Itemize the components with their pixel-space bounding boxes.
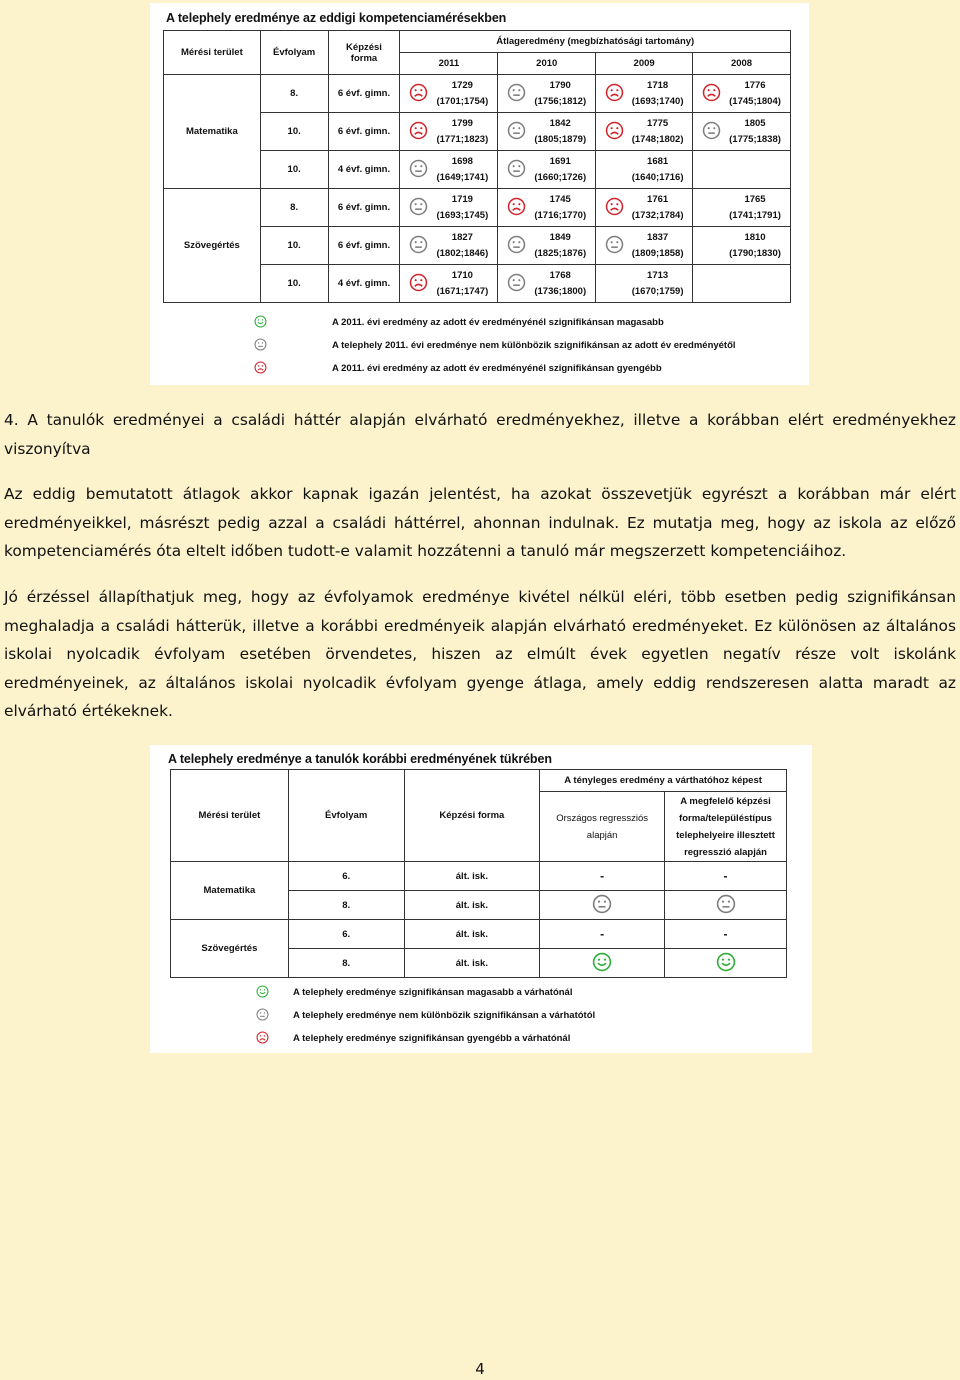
t1-form: 6 évf. gimn. bbox=[328, 189, 400, 227]
t1-form: 6 évf. gimn. bbox=[328, 113, 400, 151]
t1-grade: 10. bbox=[260, 151, 328, 189]
sad-face-icon bbox=[605, 197, 624, 219]
sad-face-icon bbox=[507, 197, 526, 219]
t1-score-cell bbox=[693, 113, 791, 151]
t1-score-value: 1710 bbox=[451, 269, 473, 281]
t1-score bbox=[534, 78, 586, 110]
t1-score-cell bbox=[498, 189, 596, 227]
t1-score-value: 1713 bbox=[647, 269, 669, 281]
t2-result-dash: - bbox=[723, 869, 728, 883]
sad-face-icon bbox=[605, 121, 624, 143]
t1-score-cell bbox=[400, 113, 498, 151]
neutral-face-icon bbox=[592, 894, 612, 917]
t1-score-value: 1745 bbox=[549, 193, 571, 205]
t2-grade: 8. bbox=[288, 949, 404, 978]
t1-score-range: (1771;1823) bbox=[436, 133, 489, 145]
neutral-face-icon bbox=[507, 273, 526, 295]
t1-score bbox=[729, 192, 781, 224]
t1-score-range: (1649;1741) bbox=[436, 171, 489, 183]
t2-result-cell bbox=[665, 891, 787, 920]
t1-score-range: (1748;1802) bbox=[631, 133, 684, 145]
neutral-face-icon bbox=[254, 338, 267, 354]
heading-text: 4. A tanulók eredményei a családi háttér alapján elvárható eredményekhez, illetve a korábban elért eredményekhez viszonyítva bbox=[4, 411, 956, 458]
t1-score-value: 1837 bbox=[647, 231, 669, 243]
sad-face-icon bbox=[254, 361, 267, 377]
t1-score-cell bbox=[498, 151, 596, 189]
t1-score bbox=[632, 268, 684, 300]
t1-score-range: (1809;1858) bbox=[631, 247, 684, 259]
t1-score-cell bbox=[693, 265, 791, 303]
t1-score-cell bbox=[400, 75, 498, 113]
t1-score-range: (1693;1745) bbox=[436, 209, 489, 221]
t1-score-cell bbox=[693, 227, 791, 265]
t1-score-cell bbox=[596, 227, 693, 265]
t1-row bbox=[164, 75, 791, 113]
table2 bbox=[170, 769, 787, 978]
t2-result-cell bbox=[540, 949, 665, 978]
t1-score bbox=[632, 116, 684, 148]
t2-row bbox=[171, 920, 787, 949]
t2-row bbox=[171, 862, 787, 891]
paragraph-1-text: Az eddig bemutatott átlagok akkor kapnak igazán jelentést, ha azokat összevetjük egyrészt a korábban már elért eredményeikkel, másrészt pedig azzal a családi háttérrel, ahonnan indulnak. Ez mutatja meg, hogy az iskola az előző kompetenciamérés óta eltelt időben tudott-e valamit hozzátenni a tanuló már megszerzett kompetenciáihoz. bbox=[4, 485, 956, 561]
t1-score-cell bbox=[596, 75, 693, 113]
t1-score-value: 1827 bbox=[451, 231, 473, 243]
t1-score-cell bbox=[400, 189, 498, 227]
t1-score-value: 1691 bbox=[549, 155, 571, 167]
t2-result-cell bbox=[665, 949, 787, 978]
table1-panel bbox=[150, 3, 809, 385]
t1-header-training: Képzési forma bbox=[328, 31, 400, 75]
t1-score bbox=[534, 116, 586, 148]
t1-score-range: (1805;1879) bbox=[534, 133, 587, 145]
t2-header-grade: Évfolyam bbox=[288, 770, 404, 862]
page-number: 4 bbox=[475, 1360, 485, 1378]
happy-face-icon bbox=[592, 952, 612, 975]
t1-header-area: Mérési terület bbox=[164, 31, 261, 75]
t1-score-value: 1718 bbox=[647, 79, 669, 91]
t1-score bbox=[436, 192, 488, 224]
t1-grade: 10. bbox=[260, 113, 328, 151]
table1-legend bbox=[250, 315, 790, 385]
t1-score bbox=[632, 78, 684, 110]
legend-text: A 2011. évi eredmény az adott év eredményénél szignifikánsan magasabb bbox=[332, 317, 664, 328]
t1-grade: 8. bbox=[260, 189, 328, 227]
t1-score bbox=[436, 268, 488, 300]
t1-form: 4 évf. gimn. bbox=[328, 265, 400, 303]
t2-grade: 6. bbox=[288, 862, 404, 891]
t2-area: Matematika bbox=[171, 862, 289, 920]
t1-score-range: (1670;1759) bbox=[631, 285, 684, 297]
t1-score-range: (1732;1784) bbox=[631, 209, 684, 221]
legend-text: A telephely eredménye nem különbözik szignifikánsan a várhatótól bbox=[293, 1010, 596, 1021]
sad-face-icon bbox=[409, 121, 428, 143]
neutral-face-icon bbox=[256, 1008, 269, 1024]
t1-score bbox=[632, 154, 684, 186]
t2-header-local: A megfelelő képzési forma/településtípus telephelyeire illesztett regresszió alapján bbox=[665, 792, 787, 862]
t1-score-value: 1776 bbox=[744, 79, 766, 91]
t1-year-2009: 2009 bbox=[596, 53, 693, 75]
t1-grade: 10. bbox=[260, 265, 328, 303]
t1-score-range: (1736;1800) bbox=[534, 285, 587, 297]
table1-title: A telephely eredménye az eddigi kompetenciamérésekben bbox=[166, 11, 507, 25]
t2-area: Szövegértés bbox=[171, 920, 289, 978]
t1-score bbox=[729, 230, 781, 262]
t1-form: 6 évf. gimn. bbox=[328, 227, 400, 265]
t1-header-avg: Átlageredmény (megbízhatósági tartomány) bbox=[400, 31, 791, 53]
t1-year-2010: 2010 bbox=[498, 53, 596, 75]
legend-text: A 2011. évi eredmény az adott év eredményénél szignifikánsan gyengébb bbox=[332, 363, 662, 374]
t1-score-range: (1825;1876) bbox=[534, 247, 587, 259]
t1-score-value: 1805 bbox=[744, 117, 766, 129]
t1-score-range: (1660;1726) bbox=[534, 171, 587, 183]
t1-score bbox=[729, 116, 781, 148]
t2-form: ált. isk. bbox=[404, 862, 540, 891]
t1-score-value: 1842 bbox=[549, 117, 571, 129]
neutral-face-icon bbox=[507, 121, 526, 143]
t1-score-cell bbox=[596, 113, 693, 151]
t2-header-group: A tényleges eredmény a várthatóhoz képest bbox=[540, 770, 787, 792]
t1-score-range: (1716;1770) bbox=[534, 209, 587, 221]
t2-result-dash: - bbox=[723, 927, 728, 941]
t2-header-area: Mérési terület bbox=[171, 770, 289, 862]
sad-face-icon bbox=[256, 1031, 269, 1047]
t1-score-cell bbox=[596, 265, 693, 303]
t1-score bbox=[534, 154, 586, 186]
neutral-face-icon bbox=[409, 235, 428, 257]
t1-area: Matematika bbox=[164, 75, 261, 189]
t2-header-training: Képzési forma bbox=[404, 770, 540, 862]
table2-legend bbox=[250, 985, 790, 1049]
legend-text: A telephely 2011. évi eredménye nem különbözik szignifikánsan az adott év eredményétől bbox=[332, 340, 736, 351]
t1-score-value: 1810 bbox=[744, 231, 766, 243]
legend-text: A telephely eredménye szignifikánsan magasabb a várhatónál bbox=[293, 987, 573, 998]
sad-face-icon bbox=[409, 83, 428, 105]
t1-score-cell bbox=[693, 151, 791, 189]
t1-score-cell bbox=[596, 189, 693, 227]
t1-score bbox=[436, 78, 488, 110]
t1-score-cell bbox=[693, 189, 791, 227]
t1-grade: 8. bbox=[260, 75, 328, 113]
paragraph-2 bbox=[4, 583, 956, 726]
sad-face-icon bbox=[605, 83, 624, 105]
t1-score-range: (1671;1747) bbox=[436, 285, 489, 297]
t1-year-2011: 2011 bbox=[400, 53, 498, 75]
section-heading bbox=[4, 406, 956, 463]
t1-score-value: 1719 bbox=[451, 193, 473, 205]
neutral-face-icon bbox=[507, 83, 526, 105]
t2-form: ált. isk. bbox=[404, 949, 540, 978]
t1-score-cell bbox=[400, 227, 498, 265]
t2-grade: 8. bbox=[288, 891, 404, 920]
t2-form: ált. isk. bbox=[404, 920, 540, 949]
t1-score-range: (1756;1812) bbox=[534, 95, 587, 107]
t1-score bbox=[436, 230, 488, 262]
t1-year-2008: 2008 bbox=[693, 53, 791, 75]
t1-score-range: (1790;1830) bbox=[729, 247, 781, 259]
neutral-face-icon bbox=[716, 894, 736, 917]
neutral-face-icon bbox=[702, 121, 721, 143]
t1-score bbox=[534, 230, 586, 262]
t1-score-value: 1761 bbox=[647, 193, 669, 205]
t2-result-cell bbox=[540, 891, 665, 920]
t2-result-cell bbox=[665, 862, 787, 891]
t1-score-range: (1693;1740) bbox=[631, 95, 684, 107]
t1-score bbox=[436, 116, 488, 148]
neutral-face-icon bbox=[409, 197, 428, 219]
t1-score-range: (1640;1716) bbox=[631, 171, 684, 183]
happy-face-icon bbox=[256, 985, 269, 1001]
table2-panel bbox=[150, 745, 812, 1053]
t1-form: 4 évf. gimn. bbox=[328, 151, 400, 189]
table2-title: A telephely eredménye a tanulók korábbi eredményének tükrében bbox=[168, 752, 552, 766]
sad-face-icon bbox=[409, 273, 428, 295]
t1-score-value: 1765 bbox=[744, 193, 766, 205]
happy-face-icon bbox=[254, 315, 267, 331]
t1-score-cell bbox=[498, 75, 596, 113]
t1-score-value: 1698 bbox=[451, 155, 473, 167]
t1-score-cell bbox=[596, 151, 693, 189]
t1-score-value: 1768 bbox=[549, 269, 571, 281]
t1-score-cell bbox=[400, 151, 498, 189]
t1-score bbox=[632, 192, 684, 224]
t1-score-value: 1729 bbox=[451, 79, 473, 91]
t1-score-value: 1790 bbox=[549, 79, 571, 91]
t1-score-value: 1849 bbox=[549, 231, 571, 243]
t2-result-cell bbox=[540, 862, 665, 891]
t1-grade: 10. bbox=[260, 227, 328, 265]
neutral-face-icon bbox=[507, 159, 526, 181]
sad-face-icon bbox=[702, 83, 721, 105]
t2-grade: 6. bbox=[288, 920, 404, 949]
t1-score-value: 1775 bbox=[647, 117, 669, 129]
t1-score-range: (1701;1754) bbox=[436, 95, 489, 107]
t1-score-range: (1741;1791) bbox=[729, 209, 781, 221]
t2-form: ált. isk. bbox=[404, 891, 540, 920]
t1-header-grade: Évfolyam bbox=[260, 31, 328, 75]
t2-header-national: Országos regressziós alapján bbox=[540, 792, 665, 862]
neutral-face-icon bbox=[409, 159, 428, 181]
t1-area: Szövegértés bbox=[164, 189, 261, 303]
t1-score bbox=[534, 268, 586, 300]
t1-score-value: 1799 bbox=[451, 117, 473, 129]
t1-row bbox=[164, 189, 791, 227]
table1 bbox=[163, 30, 791, 303]
t2-result-dash: - bbox=[600, 927, 605, 941]
t1-score-cell bbox=[693, 75, 791, 113]
paragraph-1 bbox=[4, 480, 956, 566]
t1-form: 6 évf. gimn. bbox=[328, 75, 400, 113]
t2-result-cell bbox=[665, 920, 787, 949]
t1-score-cell bbox=[400, 265, 498, 303]
t1-score-range: (1745;1804) bbox=[729, 95, 781, 107]
neutral-face-icon bbox=[605, 235, 624, 257]
t1-score bbox=[729, 78, 781, 110]
t2-result-dash: - bbox=[600, 869, 605, 883]
t1-score-value: 1681 bbox=[647, 155, 669, 167]
t1-score bbox=[534, 192, 586, 224]
t1-score-range: (1775;1838) bbox=[729, 133, 781, 145]
t2-result-cell bbox=[540, 920, 665, 949]
t1-score bbox=[436, 154, 488, 186]
t1-score-cell bbox=[498, 265, 596, 303]
paragraph-2-text: Jó érzéssel állapíthatjuk meg, hogy az évfolyamok eredménye kivétel nélkül eléri, több esetben pedig szignifikánsan meghaladja a családi hátterük, illetve a korábbi eredményeik alapján elvárható eredményeket. Ez különösen az általános iskolai nyolcadik évfolyam esetében örvendetes, hiszen az elmúlt évek egyetlen negatív része volt iskolánk eredményeinek, az általános iskolai nyolcadik évfolyam gyenge átlaga, amely eddig rendszeresen alatta maradt az elvárható értékeknek. bbox=[4, 588, 956, 721]
neutral-face-icon bbox=[507, 235, 526, 257]
t1-score-cell bbox=[498, 113, 596, 151]
t1-score-range: (1802;1846) bbox=[436, 247, 489, 259]
legend-text: A telephely eredménye szignifikánsan gyengébb a várhatónál bbox=[293, 1033, 571, 1044]
t1-score-cell bbox=[498, 227, 596, 265]
happy-face-icon bbox=[716, 952, 736, 975]
t1-score bbox=[632, 230, 684, 262]
